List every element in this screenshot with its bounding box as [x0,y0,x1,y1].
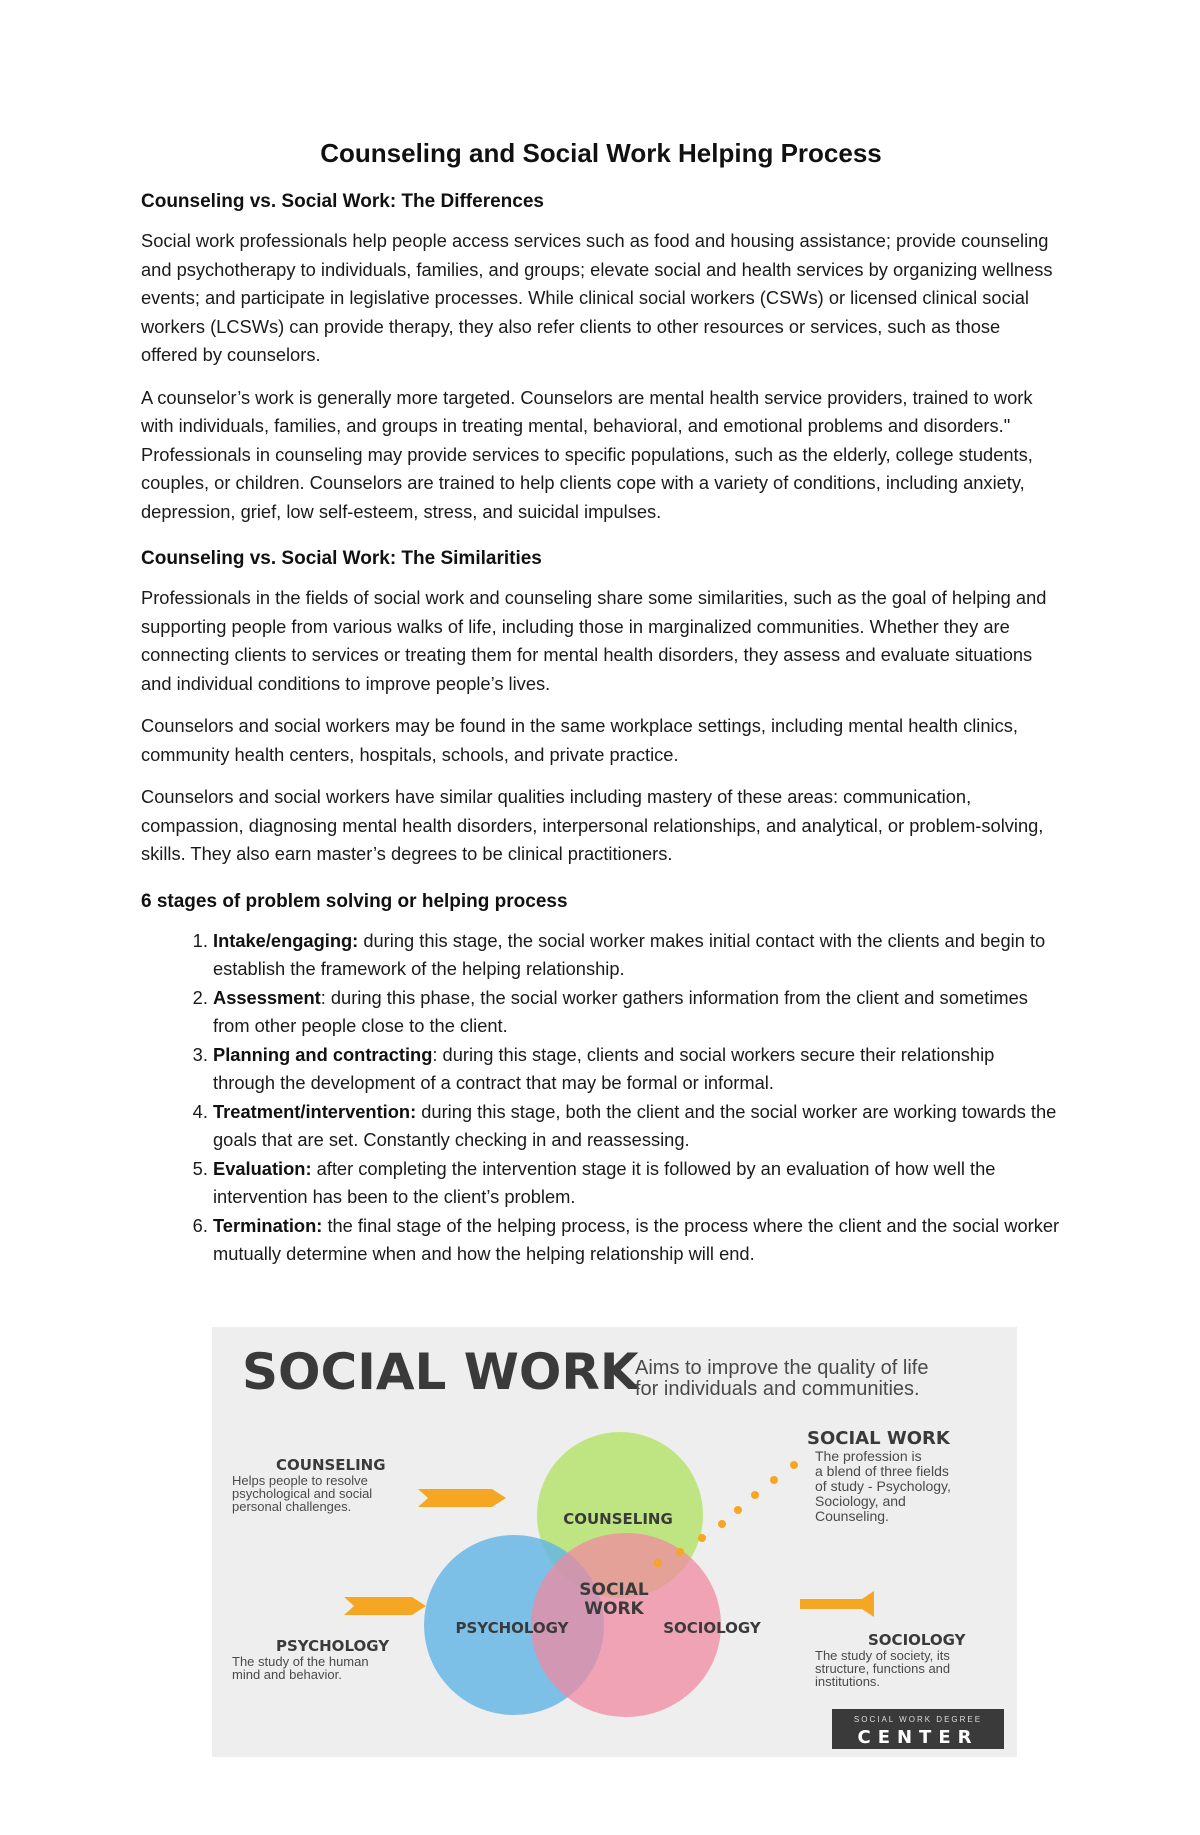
social-work-desc-3: of study - Psychology, [815,1478,951,1494]
connector-dot [790,1461,798,1469]
degree-center-logo [832,1709,1004,1749]
stage-text: : during this stage, clients and social workers secure their relationship through the development of a contract that may be formal or informal. [213,1043,995,1093]
social-work-label: SOCIAL WORK [807,1428,950,1449]
social-work-infographic [212,1327,1017,1757]
stage-term: Evaluation: [213,1157,312,1179]
list-item [213,927,1061,984]
document-body [141,138,1061,1269]
venn-label-counseling: COUNSELING [563,1510,673,1528]
venn-label-psychology: PSYCHOLOGY [455,1619,569,1637]
psychology-label: PSYCHOLOGY [276,1637,390,1655]
stage-text: : during this phase, the social worker gathers information from the client and sometimes from other people close to the client. [213,986,1028,1036]
list-item [213,1041,1061,1098]
social-work-desc-4: Sociology, and [815,1493,906,1509]
stage-term: Termination: [213,1214,323,1236]
social-work-desc-1: The profession is [815,1448,922,1464]
sociology-desc-3: institutions. [815,1674,881,1689]
stage-term: Planning and contracting [213,1043,433,1065]
list-item [213,984,1061,1041]
connector-dot [698,1534,706,1542]
venn-label-sociology: SOCIOLOGY [663,1619,761,1637]
section-heading-similarities: Counseling vs. Social Work: The Similarities [141,548,542,569]
stage-text: during this stage, both the client and the social worker are working towards the goals that are set. Constantly checking in and reassessing. [213,1100,1057,1150]
connector-dot [676,1548,684,1556]
psychology-desc-2: mind and behavior. [232,1667,342,1682]
counseling-desc-1: Helps people to resolve [232,1473,368,1488]
sociology-desc-1: The study of society, its [815,1648,950,1663]
stage-term: Assessment [213,986,321,1008]
connector-dot [751,1491,759,1499]
list-item [213,1098,1061,1155]
connector-dot [654,1559,662,1567]
sociology-desc-2: structure, functions and [815,1661,951,1676]
paragraph: Social work professionals help people access services such as food and housing assistance; provide counseling and psychotherapy to individuals, families, and groups; elevate social and health services by organizing wellness events; and participate in legislative processes. While clinical social workers (CSWs) or licensed clinical social workers (LCSWs) can provide therapy, they also refer clients to other resources or services, such as those offered by counselors. [141,230,1053,365]
list-item [213,1212,1061,1269]
paragraph: Counselors and social workers may be found in the same workplace settings, including mental health clinics, community health centers, hospitals, schools, and private practice. [141,715,1018,765]
logo-line-2: CENTER [857,1727,979,1748]
connector-dot [734,1506,742,1514]
stages-list [141,927,1061,1269]
counseling-desc-2: psychological and social [232,1486,373,1501]
stage-text: the final stage of the helping process, is the process where the client and the social worker mutually determine when and how the helping relationship will end. [213,1214,1060,1264]
paragraph: Counselors and social workers have similar qualities including mastery of these areas: communication, compassion, diagnosing mental health disorders, interpersonal relationships, and analytical, or problem-solving, skills. They also earn master’s degrees to be clinical practitioners. [141,786,1044,864]
infographic-title: SOCIAL WORK [242,1343,639,1401]
stage-term: Treatment/intervention: [213,1100,417,1122]
social-work-desc-5: Counseling. [815,1508,889,1524]
infographic-tagline-2: for individuals and communities. [635,1378,920,1400]
venn-center-line-1: SOCIAL [579,1580,649,1600]
venn-center-line-2: WORK [584,1599,644,1619]
arrow-sociology-icon [800,1591,874,1617]
arrow-counseling-icon [418,1489,506,1507]
logo-line-1: SOCIAL WORK DEGREE [853,1715,983,1724]
connector-dot [770,1476,778,1484]
sociology-label: SOCIOLOGY [868,1631,966,1649]
stage-text: after completing the intervention stage it is followed by an evaluation of how well the intervention has been to the client’s problem. [213,1157,996,1207]
counseling-label: COUNSELING [276,1456,386,1474]
document-title: Counseling and Social Work Helping Process [320,138,882,168]
connector-dot [718,1520,726,1528]
section-heading-differences: Counseling vs. Social Work: The Differences [141,191,544,212]
paragraph: Professionals in the fields of social work and counseling share some similarities, such as the goal of helping and supporting people from various walks of life, including those in marginalized communities. Whether they are connecting clients to services or treating them for mental health disorders, they assess and evaluate situations and individual conditions to improve people’s lives. [141,587,1047,694]
infographic-svg [212,1327,1017,1757]
psychology-desc-1: The study of the human [232,1654,369,1669]
list-item [213,1155,1061,1212]
stage-text: during this stage, the social worker makes initial contact with the clients and begin to establish the framework of the helping relationship. [213,929,1046,979]
paragraph: A counselor’s work is generally more targeted. Counselors are mental health service providers, trained to work with individuals, families, and groups in treating mental, behavioral, and emotional problems and disorders." Professionals in counseling may provide services to specific populations, such as the elderly, college students, couples, or children. Counselors are trained to help clients cope with a variety of conditions, including anxiety, depression, grief, low self-esteem, stress, and suicidal impulses. [141,386,1033,522]
section-heading-stages: 6 stages of problem solving or helping process [141,890,568,912]
venn-diagram [424,1432,762,1717]
stage-term: Intake/engaging: [213,929,359,951]
counseling-desc-3: personal challenges. [232,1499,352,1514]
social-work-desc-2: a blend of three fields [815,1463,949,1479]
arrow-psychology-icon [344,1597,426,1615]
infographic-tagline-1: Aims to improve the quality of life [635,1357,929,1379]
